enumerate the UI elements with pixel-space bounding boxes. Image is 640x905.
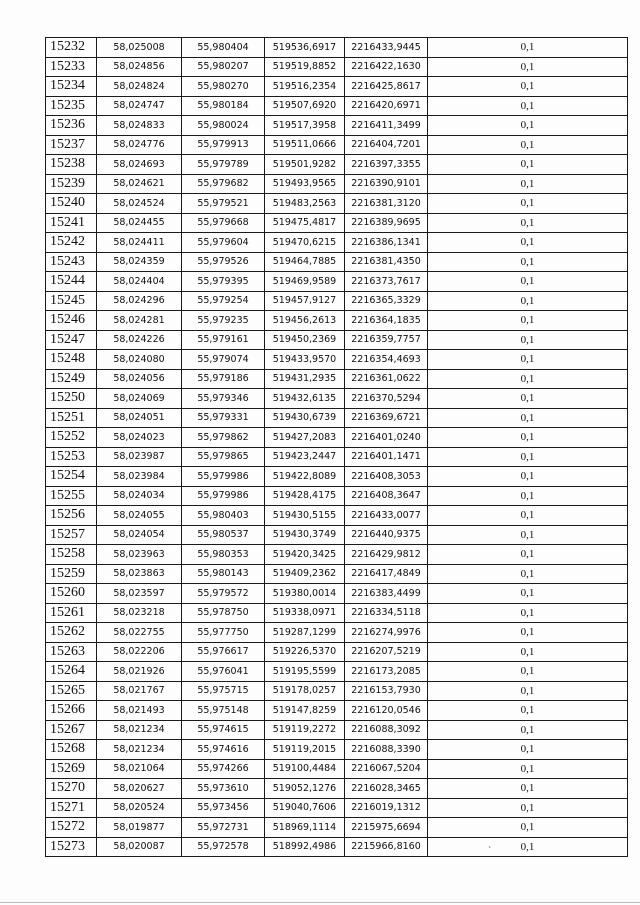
longitude-cell: 55,979986 (182, 486, 265, 506)
table-row (46, 447, 628, 467)
y-coordinate-cell: 2216433,9445 (345, 38, 428, 58)
latitude-cell: 58,019877 (97, 818, 182, 838)
coordinates-table (45, 37, 628, 857)
value-cell: 0,1 (428, 701, 628, 721)
value-cell: 0,1 (428, 330, 628, 350)
x-coordinate-cell: 519536,6917 (265, 38, 345, 58)
longitude-cell: 55,979668 (182, 213, 265, 233)
x-coordinate-cell: 519433,9570 (265, 350, 345, 370)
x-coordinate-cell: 519422,8089 (265, 467, 345, 487)
y-coordinate-cell: 2216425,8617 (345, 77, 428, 97)
value-cell: 0,1 (428, 350, 628, 370)
y-coordinate-cell: 2216365,3329 (345, 291, 428, 311)
latitude-cell: 58,022755 (97, 623, 182, 643)
x-coordinate-cell: 519420,3425 (265, 545, 345, 565)
table-row (46, 233, 628, 253)
longitude-cell: 55,972578 (182, 837, 265, 857)
table-row (46, 818, 628, 838)
table-row (46, 311, 628, 331)
y-coordinate-cell: 2216369,6721 (345, 408, 428, 428)
value-cell: 0,1 (428, 759, 628, 779)
x-coordinate-cell: 519507,6920 (265, 96, 345, 116)
latitude-cell: 58,024055 (97, 506, 182, 526)
longitude-cell: 55,979604 (182, 233, 265, 253)
y-coordinate-cell: 2216334,5118 (345, 603, 428, 623)
latitude-cell: 58,023963 (97, 545, 182, 565)
point-number-cell: 15252 (46, 428, 97, 448)
latitude-cell: 58,024023 (97, 428, 182, 448)
longitude-cell: 55,979682 (182, 174, 265, 194)
value-cell: 0,1 (428, 57, 628, 77)
value-cell: 0,1 (428, 447, 628, 467)
x-coordinate-cell: 518992,4986 (265, 837, 345, 857)
longitude-cell: 55,979235 (182, 311, 265, 331)
point-number-cell: 15241 (46, 213, 97, 233)
table-row (46, 38, 628, 58)
value-cell: 0,1 (428, 408, 628, 428)
y-coordinate-cell: 2216383,4499 (345, 584, 428, 604)
longitude-cell: 55,979862 (182, 428, 265, 448)
y-coordinate-cell: 2216373,7617 (345, 272, 428, 292)
latitude-cell: 58,024747 (97, 96, 182, 116)
y-coordinate-cell: 2216420,6971 (345, 96, 428, 116)
point-number-cell: 15272 (46, 818, 97, 838)
latitude-cell: 58,024856 (97, 57, 182, 77)
latitude-cell: 58,020627 (97, 779, 182, 799)
y-coordinate-cell: 2216067,5204 (345, 759, 428, 779)
y-coordinate-cell: 2216408,3053 (345, 467, 428, 487)
value-cell: 0,1 (428, 584, 628, 604)
table-row (46, 116, 628, 136)
x-coordinate-cell: 519519,8852 (265, 57, 345, 77)
value-cell: 0,1 (428, 545, 628, 565)
table-row (46, 408, 628, 428)
table-row (46, 642, 628, 662)
value-cell: 0,1 (428, 837, 628, 857)
y-coordinate-cell: 2216404,7201 (345, 135, 428, 155)
table-row (46, 701, 628, 721)
table-row (46, 623, 628, 643)
y-coordinate-cell: 2216401,1471 (345, 447, 428, 467)
point-number-cell: 15244 (46, 272, 97, 292)
y-coordinate-cell: 2216274,9976 (345, 623, 428, 643)
table-row (46, 213, 628, 233)
table-row (46, 759, 628, 779)
longitude-cell: 55,979254 (182, 291, 265, 311)
table-row (46, 155, 628, 175)
x-coordinate-cell: 519423,2447 (265, 447, 345, 467)
table-row (46, 135, 628, 155)
y-coordinate-cell: 2216354,4693 (345, 350, 428, 370)
point-number-cell: 15248 (46, 350, 97, 370)
point-number-cell: 15233 (46, 57, 97, 77)
latitude-cell: 58,021234 (97, 740, 182, 760)
point-number-cell: 15232 (46, 38, 97, 58)
value-cell: 0,1 (428, 506, 628, 526)
longitude-cell: 55,980143 (182, 564, 265, 584)
value-cell: 0,1 (428, 467, 628, 487)
latitude-cell: 58,024524 (97, 194, 182, 214)
y-coordinate-cell: 2216422,1630 (345, 57, 428, 77)
x-coordinate-cell: 519457,9127 (265, 291, 345, 311)
y-coordinate-cell: 2216207,5219 (345, 642, 428, 662)
x-coordinate-cell: 519430,5155 (265, 506, 345, 526)
y-coordinate-cell: 2216401,0240 (345, 428, 428, 448)
point-number-cell: 15258 (46, 545, 97, 565)
table-row (46, 720, 628, 740)
latitude-cell: 58,023987 (97, 447, 182, 467)
point-number-cell: 15256 (46, 506, 97, 526)
value-cell: 0,1 (428, 155, 628, 175)
longitude-cell: 55,980353 (182, 545, 265, 565)
value-cell: 0,1 (428, 681, 628, 701)
y-coordinate-cell: 2216019,1312 (345, 798, 428, 818)
longitude-cell: 55,979395 (182, 272, 265, 292)
point-number-cell: 15249 (46, 369, 97, 389)
longitude-cell: 55,979161 (182, 330, 265, 350)
value-cell: 0,1 (428, 174, 628, 194)
longitude-cell: 55,974615 (182, 720, 265, 740)
x-coordinate-cell: 519195,5599 (265, 662, 345, 682)
latitude-cell: 58,020524 (97, 798, 182, 818)
y-coordinate-cell: 2216389,9695 (345, 213, 428, 233)
value-cell: 0,1 (428, 311, 628, 331)
table-row (46, 96, 628, 116)
x-coordinate-cell: 518969,1114 (265, 818, 345, 838)
latitude-cell: 58,021926 (97, 662, 182, 682)
x-coordinate-cell: 519409,2362 (265, 564, 345, 584)
point-number-cell: 15273 (46, 837, 97, 857)
point-number-cell: 15238 (46, 155, 97, 175)
y-coordinate-cell: 2216381,3120 (345, 194, 428, 214)
longitude-cell: 55,979986 (182, 467, 265, 487)
point-number-cell: 15243 (46, 252, 97, 272)
longitude-cell: 55,977750 (182, 623, 265, 643)
longitude-cell: 55,976041 (182, 662, 265, 682)
x-coordinate-cell: 519119,2015 (265, 740, 345, 760)
longitude-cell: 55,980207 (182, 57, 265, 77)
latitude-cell: 58,023597 (97, 584, 182, 604)
point-number-cell: 15257 (46, 525, 97, 545)
y-coordinate-cell: 2216364,1835 (345, 311, 428, 331)
x-coordinate-cell: 519475,4817 (265, 213, 345, 233)
table-row (46, 77, 628, 97)
point-number-cell: 15271 (46, 798, 97, 818)
x-coordinate-cell: 519119,2272 (265, 720, 345, 740)
latitude-cell: 58,021064 (97, 759, 182, 779)
longitude-cell: 55,975715 (182, 681, 265, 701)
value-cell: 0,1 (428, 194, 628, 214)
latitude-cell: 58,023863 (97, 564, 182, 584)
x-coordinate-cell: 519178,0257 (265, 681, 345, 701)
point-number-cell: 15266 (46, 701, 97, 721)
longitude-cell: 55,979186 (182, 369, 265, 389)
table-row (46, 350, 628, 370)
longitude-cell: 55,980537 (182, 525, 265, 545)
longitude-cell: 55,978750 (182, 603, 265, 623)
y-coordinate-cell: 2216408,3647 (345, 486, 428, 506)
longitude-cell: 55,972731 (182, 818, 265, 838)
point-number-cell: 15242 (46, 233, 97, 253)
longitude-cell: 55,976617 (182, 642, 265, 662)
table-row (46, 779, 628, 799)
point-number-cell: 15245 (46, 291, 97, 311)
point-number-cell: 15240 (46, 194, 97, 214)
latitude-cell: 58,023984 (97, 467, 182, 487)
x-coordinate-cell: 519427,2083 (265, 428, 345, 448)
latitude-cell: 58,024080 (97, 350, 182, 370)
y-coordinate-cell: 2216361,0622 (345, 369, 428, 389)
value-cell: 0,1 (428, 116, 628, 136)
table-row (46, 506, 628, 526)
table-row (46, 291, 628, 311)
value-cell: 0,1 (428, 623, 628, 643)
latitude-cell: 58,021493 (97, 701, 182, 721)
latitude-cell: 58,024056 (97, 369, 182, 389)
x-coordinate-cell: 519516,2354 (265, 77, 345, 97)
value-cell: 0,1 (428, 818, 628, 838)
point-number-cell: 15262 (46, 623, 97, 643)
y-coordinate-cell: 2216381,4350 (345, 252, 428, 272)
value-cell: 0,1 (428, 389, 628, 409)
table-row (46, 194, 628, 214)
value-cell: 0,1 (428, 252, 628, 272)
latitude-cell: 58,024693 (97, 155, 182, 175)
table-row (46, 272, 628, 292)
x-coordinate-cell: 519100,4484 (265, 759, 345, 779)
value-cell: 0,1 (428, 213, 628, 233)
longitude-cell: 55,979572 (182, 584, 265, 604)
point-number-cell: 15254 (46, 467, 97, 487)
latitude-cell: 58,024281 (97, 311, 182, 331)
latitude-cell: 58,025008 (97, 38, 182, 58)
latitude-cell: 58,024296 (97, 291, 182, 311)
longitude-cell: 55,979865 (182, 447, 265, 467)
latitude-cell: 58,024621 (97, 174, 182, 194)
value-cell: 0,1 (428, 486, 628, 506)
value-cell: 0,1 (428, 428, 628, 448)
table-row (46, 174, 628, 194)
x-coordinate-cell: 519432,6135 (265, 389, 345, 409)
x-coordinate-cell: 519052,1276 (265, 779, 345, 799)
table-row (46, 662, 628, 682)
x-coordinate-cell: 519428,4175 (265, 486, 345, 506)
table-row (46, 584, 628, 604)
table-row (46, 389, 628, 409)
x-coordinate-cell: 519464,7885 (265, 252, 345, 272)
value-cell: 0,1 (428, 525, 628, 545)
table-body (46, 38, 628, 857)
x-coordinate-cell: 519501,9282 (265, 155, 345, 175)
longitude-cell: 55,979331 (182, 408, 265, 428)
x-coordinate-cell: 519517,3958 (265, 116, 345, 136)
longitude-cell: 55,980404 (182, 38, 265, 58)
point-number-cell: 15263 (46, 642, 97, 662)
latitude-cell: 58,024226 (97, 330, 182, 350)
point-number-cell: 15260 (46, 584, 97, 604)
x-coordinate-cell: 519380,0014 (265, 584, 345, 604)
table-row (46, 681, 628, 701)
x-coordinate-cell: 519450,2369 (265, 330, 345, 350)
x-coordinate-cell: 519430,6739 (265, 408, 345, 428)
latitude-cell: 58,024051 (97, 408, 182, 428)
y-coordinate-cell: 2216088,3390 (345, 740, 428, 760)
table-row (46, 564, 628, 584)
y-coordinate-cell: 2216153,7930 (345, 681, 428, 701)
point-number-cell: 15269 (46, 759, 97, 779)
latitude-cell: 58,024833 (97, 116, 182, 136)
point-number-cell: 15251 (46, 408, 97, 428)
point-number-cell: 15237 (46, 135, 97, 155)
x-coordinate-cell: 519483,2563 (265, 194, 345, 214)
point-number-cell: 15253 (46, 447, 97, 467)
table-row (46, 525, 628, 545)
longitude-cell: 55,975148 (182, 701, 265, 721)
x-coordinate-cell: 519040,7606 (265, 798, 345, 818)
table-row (46, 798, 628, 818)
x-coordinate-cell: 519431,2935 (265, 369, 345, 389)
table-row (46, 369, 628, 389)
point-number-cell: 15246 (46, 311, 97, 331)
longitude-cell: 55,974616 (182, 740, 265, 760)
point-number-cell: 15261 (46, 603, 97, 623)
longitude-cell: 55,980403 (182, 506, 265, 526)
x-coordinate-cell: 519430,3749 (265, 525, 345, 545)
longitude-cell: 55,979074 (182, 350, 265, 370)
y-coordinate-cell: 2216440,9375 (345, 525, 428, 545)
y-coordinate-cell: 2216028,3465 (345, 779, 428, 799)
latitude-cell: 58,024411 (97, 233, 182, 253)
table-row (46, 545, 628, 565)
value-cell: 0,1 (428, 38, 628, 58)
point-number-cell: 15268 (46, 740, 97, 760)
value-cell: 0,1 (428, 369, 628, 389)
point-number-cell: 15236 (46, 116, 97, 136)
latitude-cell: 58,022206 (97, 642, 182, 662)
x-coordinate-cell: 519456,2613 (265, 311, 345, 331)
table-row (46, 837, 628, 857)
latitude-cell: 58,024776 (97, 135, 182, 155)
table-row (46, 428, 628, 448)
x-coordinate-cell: 519226,5370 (265, 642, 345, 662)
longitude-cell: 55,980184 (182, 96, 265, 116)
longitude-cell: 55,979346 (182, 389, 265, 409)
latitude-cell: 58,020087 (97, 837, 182, 857)
y-coordinate-cell: 2215966,8160 (345, 837, 428, 857)
page-bottom-rule (0, 902, 640, 903)
longitude-cell: 55,979521 (182, 194, 265, 214)
value-cell: 0,1 (428, 720, 628, 740)
longitude-cell: 55,973456 (182, 798, 265, 818)
point-number-cell: 15259 (46, 564, 97, 584)
value-cell: 0,1 (428, 662, 628, 682)
latitude-cell: 58,021234 (97, 720, 182, 740)
value-cell: 0,1 (428, 603, 628, 623)
value-cell: 0,1 (428, 291, 628, 311)
stray-mark: ` (488, 846, 492, 857)
table-row (46, 252, 628, 272)
y-coordinate-cell: 2216120,0546 (345, 701, 428, 721)
latitude-cell: 58,024824 (97, 77, 182, 97)
y-coordinate-cell: 2216359,7757 (345, 330, 428, 350)
point-number-cell: 15265 (46, 681, 97, 701)
point-number-cell: 15235 (46, 96, 97, 116)
value-cell: 0,1 (428, 642, 628, 662)
longitude-cell: 55,974266 (182, 759, 265, 779)
point-number-cell: 15250 (46, 389, 97, 409)
point-number-cell: 15255 (46, 486, 97, 506)
value-cell: 0,1 (428, 96, 628, 116)
table-row (46, 467, 628, 487)
longitude-cell: 55,979913 (182, 135, 265, 155)
y-coordinate-cell: 2216390,9101 (345, 174, 428, 194)
latitude-cell: 58,024359 (97, 252, 182, 272)
value-cell: 0,1 (428, 798, 628, 818)
table-row (46, 740, 628, 760)
x-coordinate-cell: 519470,6215 (265, 233, 345, 253)
point-number-cell: 15234 (46, 77, 97, 97)
latitude-cell: 58,024054 (97, 525, 182, 545)
point-number-cell: 15264 (46, 662, 97, 682)
longitude-cell: 55,980270 (182, 77, 265, 97)
point-number-cell: 15239 (46, 174, 97, 194)
value-cell: 0,1 (428, 272, 628, 292)
latitude-cell: 58,023218 (97, 603, 182, 623)
longitude-cell: 55,980024 (182, 116, 265, 136)
x-coordinate-cell: 519493,9565 (265, 174, 345, 194)
table-row (46, 330, 628, 350)
value-cell: 0,1 (428, 779, 628, 799)
y-coordinate-cell: 2216397,3355 (345, 155, 428, 175)
latitude-cell: 58,024404 (97, 272, 182, 292)
x-coordinate-cell: 519511,0666 (265, 135, 345, 155)
value-cell: 0,1 (428, 564, 628, 584)
y-coordinate-cell: 2216173,2085 (345, 662, 428, 682)
longitude-cell: 55,979789 (182, 155, 265, 175)
y-coordinate-cell: 2216429,9812 (345, 545, 428, 565)
table-row (46, 486, 628, 506)
value-cell: 0,1 (428, 233, 628, 253)
x-coordinate-cell: 519287,1299 (265, 623, 345, 643)
point-number-cell: 15270 (46, 779, 97, 799)
y-coordinate-cell: 2216433,0077 (345, 506, 428, 526)
x-coordinate-cell: 519147,8259 (265, 701, 345, 721)
y-coordinate-cell: 2216088,3092 (345, 720, 428, 740)
y-coordinate-cell: 2216411,3499 (345, 116, 428, 136)
point-number-cell: 15267 (46, 720, 97, 740)
x-coordinate-cell: 519469,9589 (265, 272, 345, 292)
longitude-cell: 55,973610 (182, 779, 265, 799)
value-cell: 0,1 (428, 77, 628, 97)
point-number-cell: 15247 (46, 330, 97, 350)
value-cell: 0,1 (428, 740, 628, 760)
x-coordinate-cell: 519338,0971 (265, 603, 345, 623)
y-coordinate-cell: 2216417,4849 (345, 564, 428, 584)
table-row (46, 603, 628, 623)
value-cell: 0,1 (428, 135, 628, 155)
y-coordinate-cell: 2216386,1341 (345, 233, 428, 253)
latitude-cell: 58,024455 (97, 213, 182, 233)
y-coordinate-cell: 2216370,5294 (345, 389, 428, 409)
latitude-cell: 58,021767 (97, 681, 182, 701)
longitude-cell: 55,979526 (182, 252, 265, 272)
y-coordinate-cell: 2215975,6694 (345, 818, 428, 838)
latitude-cell: 58,024034 (97, 486, 182, 506)
table-row (46, 57, 628, 77)
latitude-cell: 58,024069 (97, 389, 182, 409)
